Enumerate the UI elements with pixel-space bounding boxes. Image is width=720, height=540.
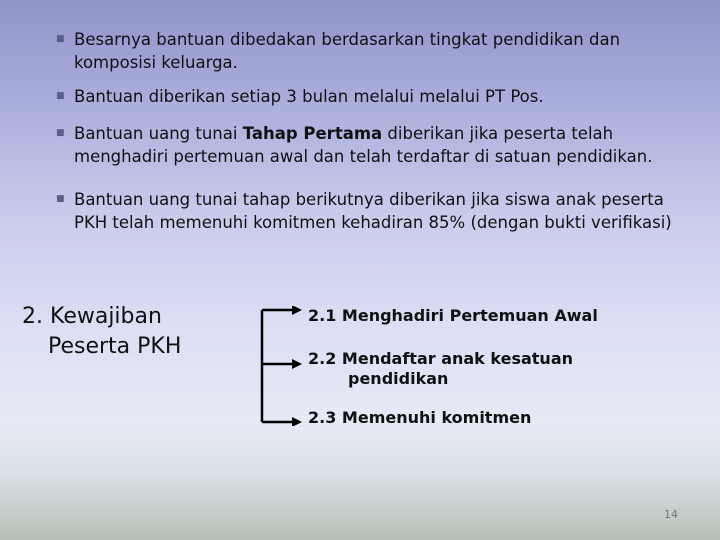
bullet-marker-icon: ■ — [56, 194, 65, 204]
page-number: 14 — [664, 508, 678, 521]
obligations-title-line2: Peserta PKH — [48, 334, 182, 359]
obligation-item — [308, 349, 573, 389]
bullet-marker-icon: ■ — [56, 34, 65, 44]
bullet-text-pre: Bantuan uang tunai — [74, 124, 243, 143]
bullet-text-post: diberikan jika peserta telah menghadiri pertemuan awal dan telah terdaftar di satuan pendidikan. — [74, 124, 653, 166]
bullet-text: Bantuan uang tunai tahap berikutnya diberikan jika siswa anak peserta PKH telah memenuhi komitmen kehadiran 85% (dengan bukti verifikasi) — [74, 190, 672, 232]
bracket-arrows-icon — [258, 306, 306, 426]
obligation-item-text-continued: pendidikan — [348, 369, 449, 388]
obligations-title-line1: 2. Kewajiban — [22, 304, 162, 329]
bullet-item — [56, 85, 544, 108]
bullet-text: Besarnya bantuan dibedakan berdasarkan tingkat pendidikan dan komposisi keluarga. — [74, 30, 621, 72]
obligation-item-text: 2.3 Memenuhi komitmen — [308, 408, 532, 427]
bullet-item — [56, 188, 696, 234]
bullet-item — [56, 122, 696, 168]
bullet-marker-icon: ■ — [56, 91, 65, 101]
bullet-marker-icon: ■ — [56, 128, 65, 138]
obligation-item-text: 2.1 Menghadiri Pertemuan Awal — [308, 306, 598, 325]
bullet-text: Bantuan diberikan setiap 3 bulan melalui melalui PT Pos. — [74, 87, 544, 106]
obligation-item — [308, 408, 531, 428]
obligations-title — [22, 302, 181, 362]
obligation-item-text: 2.2 Mendaftar anak kesatuan — [308, 349, 573, 368]
obligation-item — [308, 306, 598, 326]
bullet-text-emphasis: Tahap Pertama — [242, 124, 383, 143]
bullet-item — [56, 28, 696, 74]
